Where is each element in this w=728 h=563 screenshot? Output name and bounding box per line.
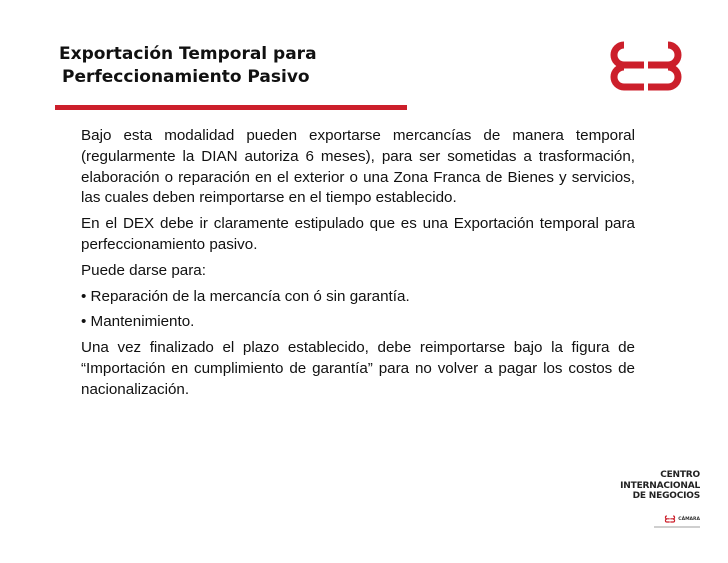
footer-logo-line1: CENTRO	[660, 470, 700, 480]
slide-title-line2: Perfeccionamiento Pasivo	[62, 67, 310, 87]
slide-title	[59, 43, 317, 89]
title-underline	[55, 105, 407, 110]
footer-logo-line3: DE NEGOCIOS	[632, 491, 700, 501]
camara-comercio-logo-icon	[604, 40, 688, 92]
paragraph-intro: Bajo esta modalidad pueden exportarse mercancías de manera temporal (regularmente la DIAN autoriza 6 meses), para ser sometidas a trasformación, elaboración o reparación en el exterior o una Zona Franca de Bienes y servicios, las cuales deben reimportarse en el tiempo establecido.	[81, 127, 635, 207]
footer-logo-line2: INTERNACIONAL	[620, 480, 700, 491]
bullet-reparacion: • Reparación de la mercancía con ó sin garantía.	[81, 287, 410, 305]
paragraph-puede-darse: Puede darse para:	[81, 261, 206, 279]
mini-camara-logo-icon	[664, 515, 676, 523]
paragraph-dex: En el DEX debe ir claramente estipulado que es una Exportación temporal para perfeccionamiento pasivo.	[81, 215, 635, 253]
centro-internacional-logo-icon	[600, 470, 700, 540]
slide-body	[81, 126, 635, 406]
footer-sub-line	[654, 526, 700, 528]
footer-sub-label: CÁMARA	[678, 516, 700, 522]
paragraph-reimportacion: Una vez finalizado el plazo establecido, debe reimportarse bajo la figura de “Importación en cumplimiento de garantía” para no volver a pagar los costos de nacionalización.	[81, 339, 635, 398]
slide-title-line1: Exportación Temporal para	[59, 44, 317, 64]
footer-sub-brand	[664, 515, 700, 523]
bullet-mantenimiento: • Mantenimiento.	[81, 313, 195, 331]
